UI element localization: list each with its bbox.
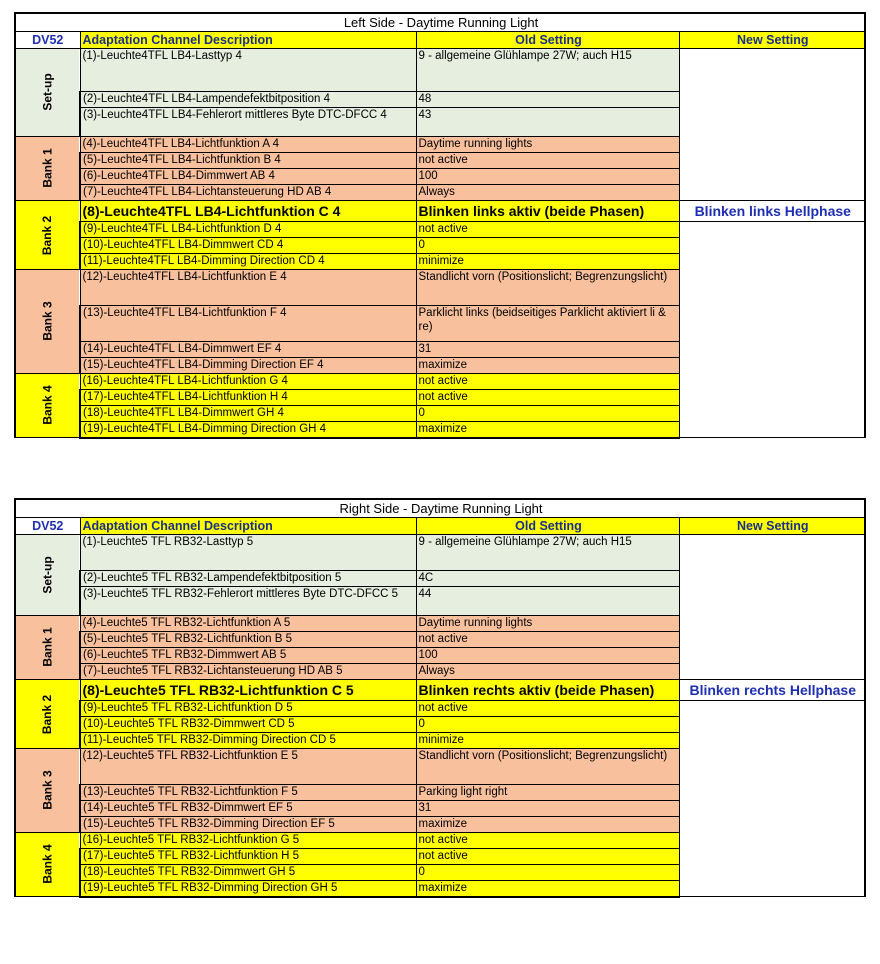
- channel-description: (7)-Leuchte5 TFL RB32-Lichtansteuerung HD AB 5: [80, 664, 416, 680]
- old-setting-value: Standlicht vorn (Positionslicht; Begrenzungslicht): [416, 749, 679, 785]
- old-setting-value: not active: [416, 701, 679, 717]
- channel-description: (6)-Leuchte4TFL LB4-Dimmwert AB 4: [80, 169, 416, 185]
- channel-description: (3)-Leuchte5 TFL RB32-Fehlerort mittleres Byte DTC-DFCC 5: [80, 587, 416, 616]
- old-setting-value: maximize: [416, 817, 679, 833]
- old-setting-value: 100: [416, 169, 679, 185]
- old-setting-value: not active: [416, 153, 679, 169]
- channel-description: (2)-Leuchte5 TFL RB32-Lampendefektbitposition 5: [80, 571, 416, 587]
- right-side-table: [14, 498, 866, 898]
- channel-description: (16)-Leuchte4TFL LB4-Lichtfunktion G 4: [80, 374, 416, 390]
- old-setting-value: minimize: [416, 733, 679, 749]
- table-row: [15, 680, 865, 701]
- old-setting-value: 0: [416, 406, 679, 422]
- channel-description: (4)-Leuchte5 TFL RB32-Lichtfunktion A 5: [80, 616, 416, 632]
- old-setting-value: Parklicht links (beidseitiges Parklicht aktiviert li & re): [416, 306, 679, 342]
- channel-description: (1)-Leuchte5 TFL RB32-Lasttyp 5: [80, 535, 416, 571]
- channel-description: (11)-Leuchte4TFL LB4-Dimming Direction CD 4: [80, 254, 416, 270]
- group-label-bank-2: Bank 2: [15, 201, 80, 270]
- old-setting-value: Blinken links aktiv (beide Phasen): [416, 201, 679, 222]
- old-setting-value: maximize: [416, 422, 679, 438]
- old-setting-value: 9 - allgemeine Glühlampe 27W; auch H15: [416, 49, 679, 92]
- old-setting-value: Standlicht vorn (Positionslicht; Begrenzungslicht): [416, 270, 679, 306]
- channel-description: (18)-Leuchte4TFL LB4-Dimmwert GH 4: [80, 406, 416, 422]
- old-setting-value: maximize: [416, 881, 679, 897]
- channel-description: (18)-Leuchte5 TFL RB32-Dimmwert GH 5: [80, 865, 416, 881]
- channel-description: (13)-Leuchte4TFL LB4-Lichtfunktion F 4: [80, 306, 416, 342]
- group-label-bank-3: Bank 3: [15, 270, 80, 374]
- channel-description: (16)-Leuchte5 TFL RB32-Lichtfunktion G 5: [80, 833, 416, 849]
- old-setting-value: 31: [416, 801, 679, 817]
- old-setting-value: 0: [416, 238, 679, 254]
- channel-description: (5)-Leuchte5 TFL RB32-Lichtfunktion B 5: [80, 632, 416, 648]
- old-setting-header: Old Setting: [416, 518, 679, 535]
- channel-description: (8)-Leuchte4TFL LB4-Lichtfunktion C 4: [80, 201, 416, 222]
- old-setting-value: not active: [416, 833, 679, 849]
- table-row: [15, 222, 865, 238]
- channel-description: (5)-Leuchte4TFL LB4-Lichtfunktion B 4: [80, 153, 416, 169]
- old-setting-value: Daytime running lights: [416, 137, 679, 153]
- channel-description: (19)-Leuchte5 TFL RB32-Dimming Direction GH 5: [80, 881, 416, 897]
- old-setting-value: Blinken rechts aktiv (beide Phasen): [416, 680, 679, 701]
- old-setting-header: Old Setting: [416, 32, 679, 49]
- group-label-setup: Set-up: [15, 49, 80, 137]
- old-setting-value: 44: [416, 587, 679, 616]
- new-setting-value[interactable]: Blinken rechts Hellphase: [679, 680, 865, 701]
- old-setting-value: Always: [416, 664, 679, 680]
- channel-description: (7)-Leuchte4TFL LB4-Lichtansteuerung HD AB 4: [80, 185, 416, 201]
- old-setting-value: 31: [416, 342, 679, 358]
- old-setting-value: Parking light right: [416, 785, 679, 801]
- left-side-table: [14, 12, 866, 439]
- channel-description: (4)-Leuchte4TFL LB4-Lichtfunktion A 4: [80, 137, 416, 153]
- channel-description: (6)-Leuchte5 TFL RB32-Dimmwert AB 5: [80, 648, 416, 664]
- group-label-bank-3: Bank 3: [15, 749, 80, 833]
- old-setting-value: minimize: [416, 254, 679, 270]
- channel-description: (13)-Leuchte5 TFL RB32-Lichtfunktion F 5: [80, 785, 416, 801]
- old-setting-value: not active: [416, 222, 679, 238]
- old-setting-value: maximize: [416, 358, 679, 374]
- old-setting-value: Always: [416, 185, 679, 201]
- group-label-bank-4: Bank 4: [15, 374, 80, 438]
- table-row: [15, 701, 865, 717]
- table-row: [15, 49, 865, 92]
- channel-description: (3)-Leuchte4TFL LB4-Fehlerort mittleres Byte DTC-DFCC 4: [80, 108, 416, 137]
- channel-description: (14)-Leuchte5 TFL RB32-Dimmwert EF 5: [80, 801, 416, 817]
- channel-description: (8)-Leuchte5 TFL RB32-Lichtfunktion C 5: [80, 680, 416, 701]
- old-setting-value: 0: [416, 717, 679, 733]
- group-label-bank-2: Bank 2: [15, 680, 80, 749]
- channel-description: (17)-Leuchte5 TFL RB32-Lichtfunktion H 5: [80, 849, 416, 865]
- new-setting-empty[interactable]: [679, 222, 865, 438]
- old-setting-value: 48: [416, 92, 679, 108]
- channel-description: (9)-Leuchte5 TFL RB32-Lichtfunktion D 5: [80, 701, 416, 717]
- dv-header: DV52: [15, 518, 80, 535]
- channel-description: (1)-Leuchte4TFL LB4-Lasttyp 4: [80, 49, 416, 92]
- old-setting-value: 9 - allgemeine Glühlampe 27W; auch H15: [416, 535, 679, 571]
- old-setting-value: not active: [416, 632, 679, 648]
- channel-description: (19)-Leuchte4TFL LB4-Dimming Direction GH 4: [80, 422, 416, 438]
- table-row: [15, 535, 865, 571]
- channel-description: (12)-Leuchte5 TFL RB32-Lichtfunktion E 5: [80, 749, 416, 785]
- channel-description: (15)-Leuchte4TFL LB4-Dimming Direction EF 4: [80, 358, 416, 374]
- channel-description: (10)-Leuchte4TFL LB4-Dimmwert CD 4: [80, 238, 416, 254]
- table-title: Left Side - Daytime Running Light: [15, 13, 865, 32]
- description-header: Adaptation Channel Description: [80, 518, 416, 535]
- description-header: Adaptation Channel Description: [80, 32, 416, 49]
- old-setting-value: 100: [416, 648, 679, 664]
- old-setting-value: 0: [416, 865, 679, 881]
- new-setting-header: New Setting: [679, 32, 865, 49]
- group-label-bank-1: Bank 1: [15, 137, 80, 201]
- table-row: [15, 201, 865, 222]
- channel-description: (12)-Leuchte4TFL LB4-Lichtfunktion E 4: [80, 270, 416, 306]
- channel-description: (17)-Leuchte4TFL LB4-Lichtfunktion H 4: [80, 390, 416, 406]
- new-setting-header: New Setting: [679, 518, 865, 535]
- new-setting-empty[interactable]: [679, 701, 865, 897]
- old-setting-value: not active: [416, 849, 679, 865]
- group-label-bank-1: Bank 1: [15, 616, 80, 680]
- channel-description: (11)-Leuchte5 TFL RB32-Dimming Direction CD 5: [80, 733, 416, 749]
- channel-description: (2)-Leuchte4TFL LB4-Lampendefektbitposition 4: [80, 92, 416, 108]
- group-label-bank-4: Bank 4: [15, 833, 80, 897]
- channel-description: (14)-Leuchte4TFL LB4-Dimmwert EF 4: [80, 342, 416, 358]
- old-setting-value: Daytime running lights: [416, 616, 679, 632]
- new-setting-empty[interactable]: [679, 535, 865, 680]
- old-setting-value: not active: [416, 374, 679, 390]
- old-setting-value: 43: [416, 108, 679, 137]
- group-label-setup: Set-up: [15, 535, 80, 616]
- table-title: Right Side - Daytime Running Light: [15, 499, 865, 518]
- old-setting-value: not active: [416, 390, 679, 406]
- old-setting-value: 4C: [416, 571, 679, 587]
- new-setting-empty[interactable]: [679, 49, 865, 201]
- dv-header: DV52: [15, 32, 80, 49]
- channel-description: (10)-Leuchte5 TFL RB32-Dimmwert CD 5: [80, 717, 416, 733]
- channel-description: (9)-Leuchte4TFL LB4-Lichtfunktion D 4: [80, 222, 416, 238]
- new-setting-value[interactable]: Blinken links Hellphase: [679, 201, 865, 222]
- channel-description: (15)-Leuchte5 TFL RB32-Dimming Direction EF 5: [80, 817, 416, 833]
